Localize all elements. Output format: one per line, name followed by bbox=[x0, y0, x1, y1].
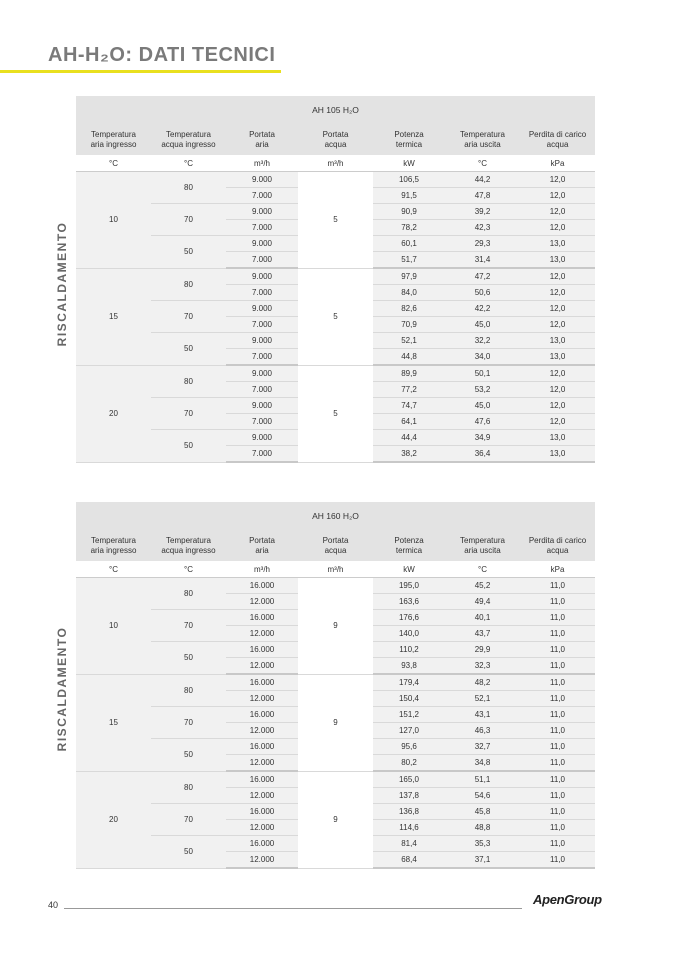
column-header-line: aria uscita bbox=[464, 545, 501, 555]
unit-header: °C bbox=[76, 155, 151, 172]
cell-potenza: 110,2 bbox=[373, 642, 445, 658]
cell-perdita-carico: 12,0 bbox=[520, 285, 595, 301]
side-label-riscaldamento-2: RISCALDAMENTO bbox=[55, 626, 69, 752]
cell-portata-acqua: 5 bbox=[298, 172, 373, 269]
cell-portata-aria: 9.000 bbox=[226, 236, 298, 252]
table-title: AH 160 H₂O bbox=[76, 502, 595, 530]
cell-temp-acqua: 70 bbox=[151, 301, 226, 333]
cell-perdita-carico: 11,0 bbox=[520, 820, 595, 836]
cell-temp-uscita: 29,3 bbox=[445, 236, 520, 252]
cell-temp-aria: 15 bbox=[76, 674, 151, 771]
cell-portata-aria: 16.000 bbox=[226, 836, 298, 852]
cell-portata-aria: 12.000 bbox=[226, 820, 298, 836]
cell-temp-uscita: 42,3 bbox=[445, 220, 520, 236]
column-header-line: aria ingresso bbox=[90, 139, 137, 149]
column-header-line: Perdita di carico bbox=[528, 129, 587, 139]
cell-temp-uscita: 43,7 bbox=[445, 626, 520, 642]
column-header-line: termica bbox=[395, 545, 423, 555]
column-header-line: Portata bbox=[249, 129, 275, 139]
column-header-line: Temperatura bbox=[91, 129, 136, 139]
unit-header: kPa bbox=[520, 561, 595, 578]
cell-temp-uscita: 50,1 bbox=[445, 365, 520, 382]
cell-portata-aria: 16.000 bbox=[226, 804, 298, 820]
column-header bbox=[445, 530, 520, 561]
column-header-line: Temperatura bbox=[91, 535, 136, 545]
cell-potenza: 150,4 bbox=[373, 691, 445, 707]
unit-header: m³/h bbox=[298, 155, 373, 172]
cell-portata-aria: 9.000 bbox=[226, 301, 298, 317]
cell-temp-uscita: 36,4 bbox=[445, 446, 520, 463]
cell-potenza: 82,6 bbox=[373, 301, 445, 317]
cell-portata-aria: 16.000 bbox=[226, 707, 298, 723]
spec-table-ah160 bbox=[76, 502, 595, 869]
column-header-line: Temperatura bbox=[166, 535, 211, 545]
unit-header: m³/h bbox=[226, 155, 298, 172]
cell-potenza: 127,0 bbox=[373, 723, 445, 739]
column-header bbox=[298, 530, 373, 561]
column-header bbox=[226, 530, 298, 561]
cell-potenza: 97,9 bbox=[373, 268, 445, 285]
cell-perdita-carico: 11,0 bbox=[520, 771, 595, 788]
cell-portata-aria: 16.000 bbox=[226, 739, 298, 755]
cell-temp-uscita: 47,8 bbox=[445, 188, 520, 204]
cell-temp-acqua: 50 bbox=[151, 430, 226, 463]
table-row bbox=[76, 365, 595, 382]
page-number: 40 bbox=[48, 900, 59, 910]
cell-potenza: 51,7 bbox=[373, 252, 445, 269]
column-header bbox=[373, 124, 445, 155]
cell-perdita-carico: 13,0 bbox=[520, 333, 595, 349]
cell-potenza: 60,1 bbox=[373, 236, 445, 252]
cell-potenza: 165,0 bbox=[373, 771, 445, 788]
column-header-line: Perdita di carico bbox=[528, 535, 587, 545]
cell-temp-uscita: 31,4 bbox=[445, 252, 520, 269]
cell-temp-uscita: 42,2 bbox=[445, 301, 520, 317]
cell-portata-aria: 9.000 bbox=[226, 333, 298, 349]
cell-temp-aria: 20 bbox=[76, 771, 151, 868]
cell-perdita-carico: 12,0 bbox=[520, 204, 595, 220]
cell-potenza: 114,6 bbox=[373, 820, 445, 836]
cell-portata-acqua: 5 bbox=[298, 365, 373, 462]
cell-temp-uscita: 34,0 bbox=[445, 349, 520, 366]
cell-temp-uscita: 47,6 bbox=[445, 414, 520, 430]
cell-temp-acqua: 70 bbox=[151, 804, 226, 836]
cell-portata-acqua: 9 bbox=[298, 674, 373, 771]
cell-perdita-carico: 11,0 bbox=[520, 691, 595, 707]
column-header-line: Portata bbox=[249, 535, 275, 545]
cell-portata-aria: 9.000 bbox=[226, 204, 298, 220]
column-header-line: Temperatura bbox=[460, 535, 505, 545]
cell-potenza: 77,2 bbox=[373, 382, 445, 398]
cell-temp-uscita: 52,1 bbox=[445, 691, 520, 707]
cell-portata-aria: 9.000 bbox=[226, 172, 298, 188]
cell-perdita-carico: 13,0 bbox=[520, 252, 595, 269]
cell-temp-uscita: 35,3 bbox=[445, 836, 520, 852]
cell-temp-aria: 20 bbox=[76, 365, 151, 462]
cell-temp-acqua: 70 bbox=[151, 398, 226, 430]
cell-perdita-carico: 11,0 bbox=[520, 755, 595, 772]
cell-temp-aria: 10 bbox=[76, 172, 151, 269]
cell-temp-uscita: 48,2 bbox=[445, 674, 520, 691]
column-header-line: acqua bbox=[546, 545, 569, 555]
cell-temp-acqua: 70 bbox=[151, 610, 226, 642]
cell-portata-aria: 7.000 bbox=[226, 317, 298, 333]
cell-temp-acqua: 80 bbox=[151, 771, 226, 804]
column-header-line: acqua bbox=[546, 139, 569, 149]
cell-potenza: 64,1 bbox=[373, 414, 445, 430]
cell-temp-aria: 10 bbox=[76, 578, 151, 675]
cell-temp-uscita: 48,8 bbox=[445, 820, 520, 836]
unit-header: °C bbox=[76, 561, 151, 578]
cell-temp-uscita: 45,2 bbox=[445, 578, 520, 594]
cell-temp-uscita: 45,0 bbox=[445, 317, 520, 333]
table-row bbox=[76, 578, 595, 594]
cell-perdita-carico: 11,0 bbox=[520, 707, 595, 723]
cell-potenza: 195,0 bbox=[373, 578, 445, 594]
cell-temp-uscita: 47,2 bbox=[445, 268, 520, 285]
table-row bbox=[76, 268, 595, 285]
cell-portata-aria: 12.000 bbox=[226, 852, 298, 869]
cell-potenza: 176,6 bbox=[373, 610, 445, 626]
cell-perdita-carico: 12,0 bbox=[520, 301, 595, 317]
cell-perdita-carico: 11,0 bbox=[520, 788, 595, 804]
cell-temp-uscita: 54,6 bbox=[445, 788, 520, 804]
column-header bbox=[445, 124, 520, 155]
cell-perdita-carico: 11,0 bbox=[520, 836, 595, 852]
cell-portata-aria: 16.000 bbox=[226, 674, 298, 691]
column-header-line: Portata bbox=[322, 129, 349, 139]
cell-portata-aria: 7.000 bbox=[226, 349, 298, 366]
column-header-line: termica bbox=[395, 139, 423, 149]
unit-header: m³/h bbox=[298, 561, 373, 578]
page-title: AH-H₂O: DATI TECNICI bbox=[48, 44, 276, 66]
column-header bbox=[298, 124, 373, 155]
cell-perdita-carico: 11,0 bbox=[520, 723, 595, 739]
cell-potenza: 84,0 bbox=[373, 285, 445, 301]
cell-temp-acqua: 80 bbox=[151, 578, 226, 610]
cell-temp-acqua: 50 bbox=[151, 236, 226, 269]
cell-perdita-carico: 13,0 bbox=[520, 349, 595, 366]
column-header bbox=[151, 530, 226, 561]
column-header bbox=[520, 530, 595, 561]
unit-header: m³/h bbox=[226, 561, 298, 578]
cell-temp-uscita: 45,8 bbox=[445, 804, 520, 820]
unit-header: °C bbox=[151, 561, 226, 578]
column-header bbox=[76, 530, 151, 561]
cell-perdita-carico: 11,0 bbox=[520, 804, 595, 820]
column-header-line: acqua bbox=[324, 545, 347, 555]
column-header bbox=[373, 530, 445, 561]
cell-temp-acqua: 70 bbox=[151, 204, 226, 236]
unit-header: kW bbox=[373, 155, 445, 172]
cell-portata-acqua: 9 bbox=[298, 771, 373, 868]
cell-perdita-carico: 12,0 bbox=[520, 414, 595, 430]
cell-temp-uscita: 32,7 bbox=[445, 739, 520, 755]
cell-perdita-carico: 12,0 bbox=[520, 398, 595, 414]
cell-perdita-carico: 12,0 bbox=[520, 365, 595, 382]
cell-temp-acqua: 50 bbox=[151, 739, 226, 772]
cell-portata-aria: 12.000 bbox=[226, 594, 298, 610]
table-row bbox=[76, 674, 595, 691]
cell-potenza: 70,9 bbox=[373, 317, 445, 333]
cell-perdita-carico: 12,0 bbox=[520, 317, 595, 333]
cell-temp-uscita: 45,0 bbox=[445, 398, 520, 414]
cell-temp-uscita: 39,2 bbox=[445, 204, 520, 220]
footer-rule bbox=[64, 908, 522, 909]
cell-portata-aria: 7.000 bbox=[226, 446, 298, 463]
cell-potenza: 179,4 bbox=[373, 674, 445, 691]
cell-portata-aria: 16.000 bbox=[226, 771, 298, 788]
cell-perdita-carico: 12,0 bbox=[520, 172, 595, 188]
cell-potenza: 163,6 bbox=[373, 594, 445, 610]
column-header-line: Potenza bbox=[394, 129, 424, 139]
cell-portata-aria: 9.000 bbox=[226, 430, 298, 446]
cell-potenza: 68,4 bbox=[373, 852, 445, 869]
column-header-line: Temperatura bbox=[460, 129, 505, 139]
cell-portata-acqua: 9 bbox=[298, 578, 373, 675]
column-header-line: Portata bbox=[322, 535, 349, 545]
cell-portata-acqua: 5 bbox=[298, 268, 373, 365]
cell-perdita-carico: 12,0 bbox=[520, 220, 595, 236]
cell-perdita-carico: 13,0 bbox=[520, 430, 595, 446]
cell-temp-uscita: 49,4 bbox=[445, 594, 520, 610]
cell-potenza: 38,2 bbox=[373, 446, 445, 463]
column-header-line: acqua ingresso bbox=[161, 139, 216, 149]
cell-temp-acqua: 80 bbox=[151, 172, 226, 204]
cell-temp-uscita: 32,2 bbox=[445, 333, 520, 349]
cell-perdita-carico: 11,0 bbox=[520, 852, 595, 869]
cell-potenza: 81,4 bbox=[373, 836, 445, 852]
title-underline bbox=[0, 70, 281, 73]
cell-potenza: 136,8 bbox=[373, 804, 445, 820]
cell-portata-aria: 7.000 bbox=[226, 285, 298, 301]
cell-portata-aria: 12.000 bbox=[226, 626, 298, 642]
cell-temp-uscita: 46,3 bbox=[445, 723, 520, 739]
cell-perdita-carico: 11,0 bbox=[520, 739, 595, 755]
cell-temp-acqua: 50 bbox=[151, 836, 226, 869]
column-header bbox=[520, 124, 595, 155]
cell-perdita-carico: 11,0 bbox=[520, 658, 595, 675]
cell-portata-aria: 16.000 bbox=[226, 642, 298, 658]
cell-temp-uscita: 34,9 bbox=[445, 430, 520, 446]
cell-temp-uscita: 44,2 bbox=[445, 172, 520, 188]
column-header-line: aria bbox=[255, 545, 269, 555]
cell-potenza: 78,2 bbox=[373, 220, 445, 236]
unit-header: kPa bbox=[520, 155, 595, 172]
table-row bbox=[76, 771, 595, 788]
cell-perdita-carico: 13,0 bbox=[520, 236, 595, 252]
column-header bbox=[226, 124, 298, 155]
side-label-riscaldamento-1: RISCALDAMENTO bbox=[55, 221, 69, 347]
cell-potenza: 91,5 bbox=[373, 188, 445, 204]
cell-perdita-carico: 12,0 bbox=[520, 188, 595, 204]
unit-header: °C bbox=[445, 155, 520, 172]
cell-temp-acqua: 70 bbox=[151, 707, 226, 739]
cell-potenza: 44,8 bbox=[373, 349, 445, 366]
table-title: AH 105 H₂O bbox=[76, 96, 595, 124]
column-header bbox=[151, 124, 226, 155]
cell-portata-aria: 16.000 bbox=[226, 578, 298, 594]
cell-portata-aria: 7.000 bbox=[226, 382, 298, 398]
cell-potenza: 52,1 bbox=[373, 333, 445, 349]
cell-temp-uscita: 40,1 bbox=[445, 610, 520, 626]
unit-header: °C bbox=[151, 155, 226, 172]
cell-temp-acqua: 50 bbox=[151, 642, 226, 675]
spec-table-ah105 bbox=[76, 96, 595, 463]
unit-header: °C bbox=[445, 561, 520, 578]
cell-perdita-carico: 12,0 bbox=[520, 268, 595, 285]
cell-perdita-carico: 11,0 bbox=[520, 594, 595, 610]
column-header-line: Potenza bbox=[394, 535, 424, 545]
cell-perdita-carico: 11,0 bbox=[520, 642, 595, 658]
cell-potenza: 140,0 bbox=[373, 626, 445, 642]
cell-portata-aria: 7.000 bbox=[226, 414, 298, 430]
cell-portata-aria: 9.000 bbox=[226, 398, 298, 414]
cell-temp-uscita: 32,3 bbox=[445, 658, 520, 675]
cell-temp-acqua: 80 bbox=[151, 268, 226, 301]
cell-portata-aria: 12.000 bbox=[226, 658, 298, 675]
cell-portata-aria: 9.000 bbox=[226, 365, 298, 382]
cell-potenza: 151,2 bbox=[373, 707, 445, 723]
cell-portata-aria: 12.000 bbox=[226, 691, 298, 707]
cell-potenza: 44,4 bbox=[373, 430, 445, 446]
cell-portata-aria: 7.000 bbox=[226, 252, 298, 269]
cell-potenza: 74,7 bbox=[373, 398, 445, 414]
cell-perdita-carico: 12,0 bbox=[520, 382, 595, 398]
cell-potenza: 93,8 bbox=[373, 658, 445, 675]
cell-temp-uscita: 51,1 bbox=[445, 771, 520, 788]
cell-potenza: 137,8 bbox=[373, 788, 445, 804]
cell-potenza: 89,9 bbox=[373, 365, 445, 382]
column-header-line: acqua bbox=[324, 139, 347, 149]
cell-portata-aria: 12.000 bbox=[226, 755, 298, 772]
cell-perdita-carico: 13,0 bbox=[520, 446, 595, 463]
apengroup-logo: ApenGroup bbox=[533, 892, 602, 907]
cell-portata-aria: 7.000 bbox=[226, 220, 298, 236]
cell-temp-acqua: 80 bbox=[151, 674, 226, 707]
column-header-line: aria uscita bbox=[464, 139, 501, 149]
cell-potenza: 90,9 bbox=[373, 204, 445, 220]
cell-potenza: 95,6 bbox=[373, 739, 445, 755]
column-header-line: Temperatura bbox=[166, 129, 211, 139]
cell-temp-acqua: 50 bbox=[151, 333, 226, 366]
unit-header: kW bbox=[373, 561, 445, 578]
cell-portata-aria: 12.000 bbox=[226, 788, 298, 804]
cell-portata-aria: 12.000 bbox=[226, 723, 298, 739]
cell-temp-uscita: 53,2 bbox=[445, 382, 520, 398]
cell-perdita-carico: 11,0 bbox=[520, 578, 595, 594]
column-header-line: acqua ingresso bbox=[161, 545, 216, 555]
cell-temp-uscita: 43,1 bbox=[445, 707, 520, 723]
cell-temp-acqua: 80 bbox=[151, 365, 226, 398]
cell-perdita-carico: 11,0 bbox=[520, 674, 595, 691]
cell-temp-uscita: 29,9 bbox=[445, 642, 520, 658]
cell-potenza: 80,2 bbox=[373, 755, 445, 772]
cell-temp-uscita: 37,1 bbox=[445, 852, 520, 869]
cell-temp-aria: 15 bbox=[76, 268, 151, 365]
cell-potenza: 106,5 bbox=[373, 172, 445, 188]
table-row bbox=[76, 172, 595, 188]
cell-temp-uscita: 34,8 bbox=[445, 755, 520, 772]
cell-perdita-carico: 11,0 bbox=[520, 626, 595, 642]
cell-portata-aria: 7.000 bbox=[226, 188, 298, 204]
cell-portata-aria: 9.000 bbox=[226, 268, 298, 285]
column-header-line: aria bbox=[255, 139, 269, 149]
cell-perdita-carico: 11,0 bbox=[520, 610, 595, 626]
cell-portata-aria: 16.000 bbox=[226, 610, 298, 626]
column-header bbox=[76, 124, 151, 155]
cell-temp-uscita: 50,6 bbox=[445, 285, 520, 301]
column-header-line: aria ingresso bbox=[90, 545, 137, 555]
